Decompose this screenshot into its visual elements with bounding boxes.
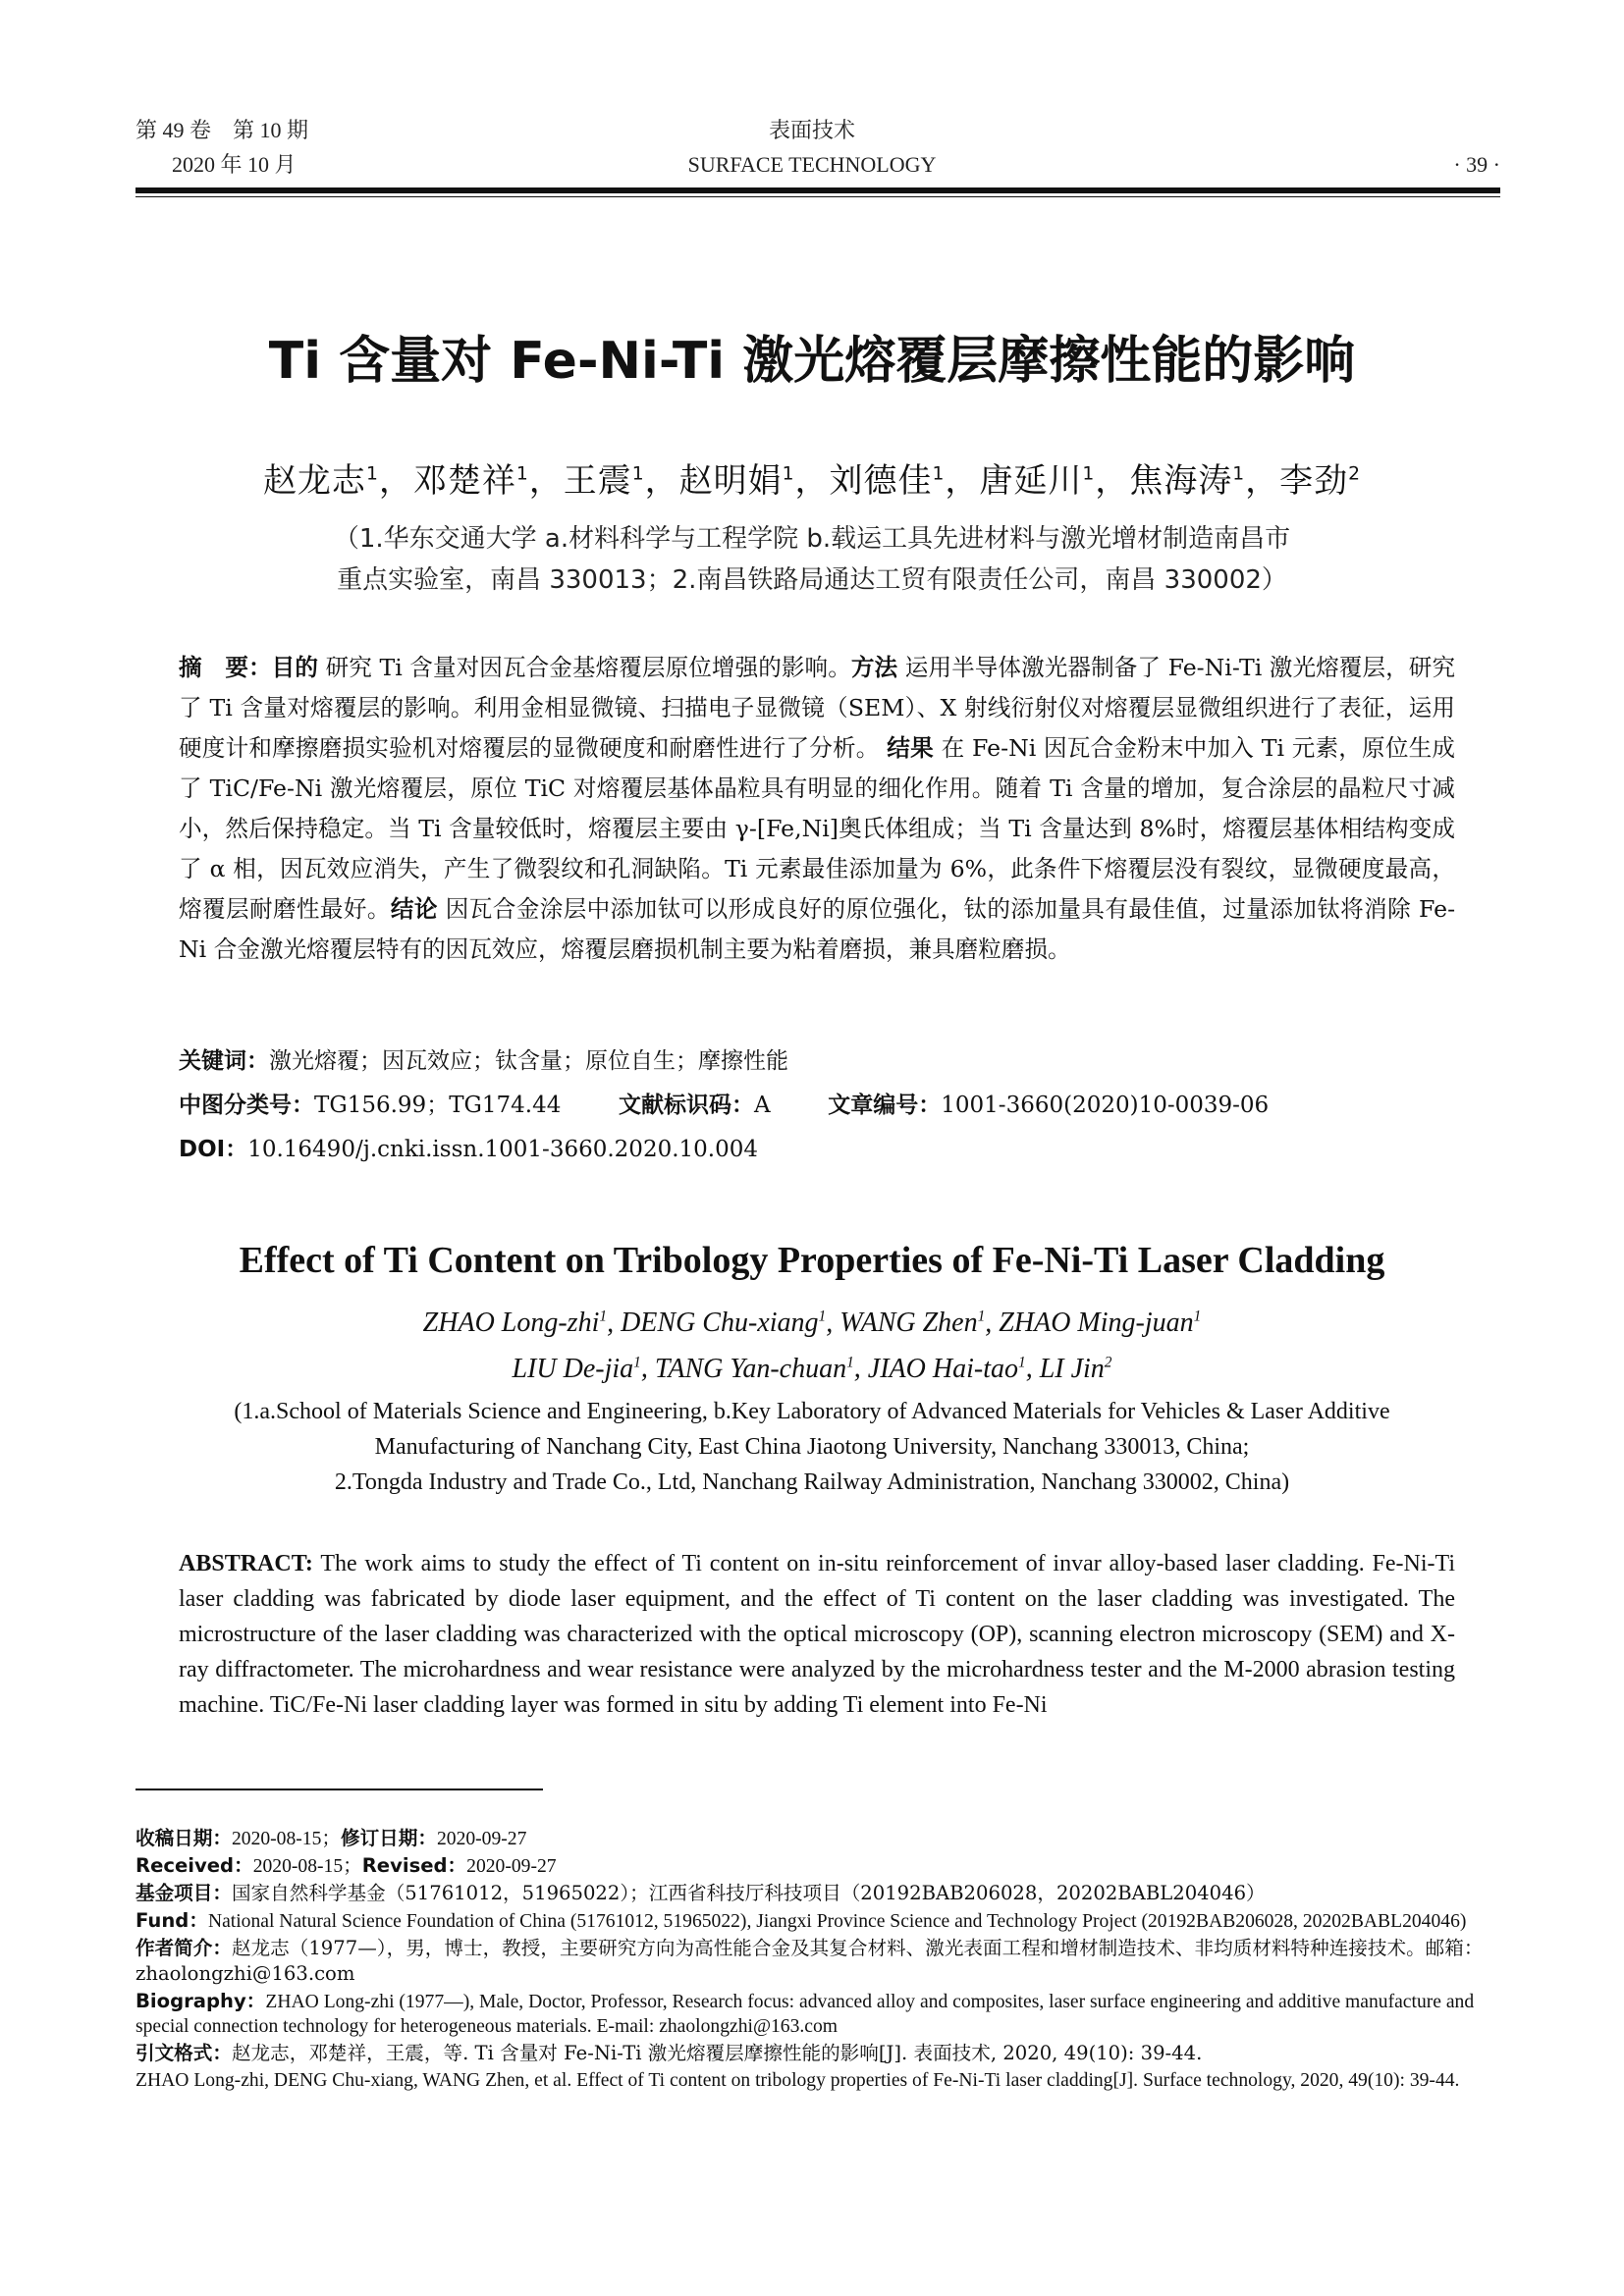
author-affiliation-mark: 1 bbox=[846, 1354, 854, 1371]
classification-line bbox=[179, 1091, 1455, 1120]
author bbox=[679, 461, 795, 501]
keywords-value: 激光熔覆；因瓦效应；钛含量；原位自生；摩擦性能 bbox=[269, 1048, 788, 1074]
author bbox=[830, 461, 946, 501]
affiliation-en-line2: Manufacturing of Nanchang City, East China Jiaotong University, Nanchang 330013, China; bbox=[374, 1434, 1250, 1460]
author bbox=[621, 1308, 826, 1338]
footnote-received-en bbox=[135, 1853, 1500, 1879]
author bbox=[1129, 461, 1245, 501]
abstract-purpose: 研究 Ti 含量对因瓦合金基熔覆层原位增强的影响。 bbox=[325, 654, 851, 681]
abstract-results: 在 Fe-Ni 因瓦合金粉末中加入 Ti 元素，原位生成了 TiC/Fe-Ni 激光熔覆层，原位 TiC 对熔覆层基体晶粒具有明显的细化作用。随着 Ti 含量的增加，复合涂层的晶粒尺寸减小，然后保持稳定。当 Ti 含量较低时，熔覆层主要由 γ-[Fe,Ni]奥氏体组成；当 Ti 含量达到 8%时，熔覆层基体相结构变成了 α 相，因瓦效应消失，产生了微裂纹和孔洞缺陷。Ti 元素最佳添加量为 6%，此条件下熔覆层没有裂纹，显微硬度最高，熔覆层耐磨性最好。 bbox=[179, 734, 1456, 923]
author-list-en-line1: ZHAO Long-zhi$^1$, DENG Chu-xiang$^1$, WANG Zhen$^1$, ZHAO Ming-juan$^1$ bbox=[422, 1308, 1202, 1339]
article-title-en: Effect of Ti Content on Tribology Properties of Fe-Ni-Ti Laser Cladding bbox=[239, 1240, 1385, 1281]
footnote-fund-cn bbox=[135, 1881, 1500, 1906]
doc-code-value: A bbox=[754, 1093, 771, 1118]
author-list-en bbox=[0, 1298, 1624, 1389]
keywords-cn bbox=[179, 1046, 1455, 1076]
received-cn: 2020-08-15； bbox=[231, 1829, 341, 1849]
author-affiliation-mark: 1 bbox=[818, 1308, 827, 1325]
revised-en-label: Revised： bbox=[361, 1854, 467, 1877]
revised-cn-label: 修订日期： bbox=[341, 1827, 437, 1849]
author bbox=[413, 461, 529, 501]
abstract-cn-label: 摘 要： bbox=[179, 654, 272, 681]
author-affiliation-mark: 2 bbox=[1104, 1354, 1112, 1371]
author-affiliation-mark: 1 bbox=[631, 463, 645, 485]
abstract-en-label: ABSTRACT: bbox=[179, 1551, 313, 1576]
page-number: · 39 · bbox=[1453, 152, 1500, 177]
revised-en: 2020-09-27 bbox=[466, 1856, 557, 1877]
author-name: 焦海涛 bbox=[1129, 461, 1233, 501]
author-name: WANG Zhen bbox=[839, 1308, 978, 1339]
author bbox=[512, 1354, 640, 1384]
abstract-conclusion-label: 结论 bbox=[390, 895, 438, 923]
author-name: LI Jin bbox=[1039, 1353, 1105, 1384]
author bbox=[979, 461, 1095, 501]
footnote-received-cn bbox=[135, 1826, 1500, 1851]
author bbox=[868, 1354, 1026, 1384]
author-name: 唐延川 bbox=[979, 461, 1083, 501]
author-name: 赵龙志 bbox=[262, 461, 366, 501]
author-name: 刘德佳 bbox=[829, 461, 933, 501]
author-name: 王震 bbox=[563, 461, 632, 501]
header-rule-thin bbox=[135, 196, 1500, 197]
author-name: ZHAO Ming-juan bbox=[999, 1308, 1194, 1339]
doi-label: DOI： bbox=[179, 1137, 248, 1162]
author-affiliation-mark: 1 bbox=[977, 1308, 986, 1325]
author-name: DENG Chu-xiang bbox=[621, 1308, 819, 1339]
author-name: LIU De-jia bbox=[512, 1353, 634, 1384]
footnote-cite-cn bbox=[135, 2041, 1500, 2066]
fund-en: National Natural Science Foundation of China (51761012, 51965022), Jiangxi Province Science and Technology Project (20192BAB206028, 20202BABL204046) bbox=[207, 1911, 1467, 1932]
abstract-results-label: 结果 bbox=[887, 734, 934, 762]
keywords-label: 关键词： bbox=[179, 1048, 269, 1074]
author-name: 赵明娟 bbox=[678, 461, 783, 501]
received-cn-label: 收稿日期： bbox=[135, 1827, 232, 1849]
footnote-bio-en bbox=[135, 1989, 1500, 2039]
bio-cn: 赵龙志（1977—），男，博士，教授，主要研究方向为高性能合金及其复合材料、激光表面工程和增材制造技术、非均质材料特种连接技术。邮箱：zhaolongzhi@163.com bbox=[135, 1937, 1484, 1985]
abstract-en-text: The work aims to study the effect of Ti content on in-situ reinforcement of invar alloy-based laser cladding. Fe-Ni-Ti laser cladding was fabricated by diode laser equipment, and the effect of Ti content on the laser cladding was investigated. The microstructure of the laser cladding was characterized with the optical microscopy (OP), scanning electron microscopy (SEM) and X-ray diffractometer. The microhardness and wear resistance were analyzed by the microhardness tester and the M-2000 abrasion testing machine. TiC/Fe-Ni laser cladding layer was formed in situ by adding Ti element into Fe-Ni bbox=[179, 1551, 1455, 1718]
volume-issue: 第 49 卷 第 10 期 bbox=[135, 118, 309, 142]
issue-date: 2020 年 10 月 bbox=[172, 152, 297, 177]
fund-cn-label: 基金项目： bbox=[135, 1882, 232, 1904]
received-en-label: Received： bbox=[135, 1854, 253, 1877]
author bbox=[1040, 1354, 1112, 1384]
author-name: TANG Yan-chuan bbox=[654, 1353, 847, 1384]
author-affiliation-mark: 1 bbox=[1017, 1354, 1026, 1371]
abstract-conclusion: 因瓦合金涂层中添加钛可以形成良好的原位强化，钛的添加量具有最佳值，过量添加钛将消除 Fe-Ni 合金激光熔覆层特有的因瓦效应，熔覆层磨损机制主要为粘着磨损，兼具磨粒磨损。 bbox=[179, 895, 1456, 963]
bio-en: ZHAO Long-zhi (1977—), Male, Doctor, Professor, Research focus: advanced alloy and composites, laser surface engineering and additive manufacture and special connection technology for heterogeneous materials. E-mail: zhaolongzhi@163.com bbox=[135, 1992, 1475, 2037]
author bbox=[655, 1354, 854, 1384]
author-affiliation-mark: 2 bbox=[1348, 463, 1362, 485]
fund-cn: 国家自然科学基金（51761012，51965022）；江西省科技厅科技项目（20192BAB206028，20202BABL204046） bbox=[231, 1882, 1266, 1904]
revised-cn: 2020-09-27 bbox=[436, 1829, 527, 1849]
affiliation-en-line1: (1.a.School of Materials Science and Engineering, b.Key Laboratory of Advanced Materials for Vehicles & Laser Additive bbox=[234, 1399, 1390, 1424]
affiliation-cn bbox=[177, 518, 1447, 601]
cite-cn: 赵龙志，邓楚祥，王震，等. Ti 含量对 Fe-Ni-Ti 激光熔覆层摩擦性能的影响[J]. 表面技术, 2020, 49(10): 39-44. bbox=[231, 2042, 1203, 2064]
author-name: 邓楚祥 bbox=[412, 461, 516, 501]
article-no-label: 文章编号： bbox=[828, 1093, 942, 1118]
abstract-method-label: 方法 bbox=[850, 654, 898, 681]
author bbox=[423, 1308, 607, 1338]
author-list-cn: 赵龙志$^1$，邓楚祥$^1$，王震$^1$，赵明娟$^1$，刘德佳$^1$，唐延川$^1$，焦海涛$^1$，李劲$^2$ bbox=[262, 461, 1362, 501]
cite-en: ZHAO Long-zhi, DENG Chu-xiang, WANG Zhen, et al. Effect of Ti content on tribology properties of Fe-Ni-Ti laser cladding[J]. Surface technology, 2020, 49(10): 39-44. bbox=[135, 2070, 1460, 2091]
footnotes bbox=[135, 1826, 1500, 2095]
author-name: JIAO Hai-tao bbox=[867, 1353, 1018, 1384]
cite-cn-label: 引文格式： bbox=[135, 2042, 232, 2064]
affiliation-en-line3: 2.Tongda Industry and Trade Co., Ltd, Nanchang Railway Administration, Nanchang 330002, China) bbox=[334, 1469, 1290, 1495]
author-name: 李劲 bbox=[1279, 461, 1349, 501]
author-affiliation-mark: 1 bbox=[932, 463, 946, 485]
fund-en-label: Fund： bbox=[135, 1909, 208, 1932]
affiliation-en bbox=[177, 1394, 1447, 1500]
author-affiliation-mark: 1 bbox=[599, 1308, 608, 1325]
author bbox=[1279, 461, 1361, 501]
author-affiliation-mark: 1 bbox=[782, 463, 795, 485]
author bbox=[263, 461, 379, 501]
doi-line bbox=[179, 1135, 1455, 1164]
footnote-cite-en bbox=[135, 2068, 1500, 2093]
author bbox=[564, 461, 645, 501]
author-list-en-line2: LIU De-jia$^1$, TANG Yan-chuan$^1$, JIAO Hai-tao$^1$, LI Jin$^2$ bbox=[512, 1353, 1112, 1384]
author-affiliation-mark: 1 bbox=[1193, 1308, 1202, 1325]
journal-name-en: SURFACE TECHNOLOGY bbox=[687, 152, 937, 177]
author-affiliation-mark: 1 bbox=[633, 1354, 641, 1371]
abstract-en bbox=[179, 1546, 1455, 1723]
received-en: 2020-08-15； bbox=[252, 1856, 362, 1877]
article-title-cn: Ti 含量对 Fe-Ni-Ti 激光熔覆层摩擦性能的影响 bbox=[268, 332, 1356, 391]
footnote-rule bbox=[135, 1789, 543, 1790]
abstract-method: 运用半导体激光器制备了 Fe-Ni-Ti 激光熔覆层，研究了 Ti 含量对熔覆层的影响。利用金相显微镜、扫描电子显微镜（SEM）、X 射线衍射仪对熔覆层显微组织进行了表征，运用硬度计和摩擦磨损实验机对熔覆层的显微硬度和耐磨性进行了分析。 bbox=[179, 654, 1456, 762]
author bbox=[839, 1308, 985, 1338]
author-affiliation-mark: 1 bbox=[365, 463, 379, 485]
author-name: ZHAO Long-zhi bbox=[422, 1308, 600, 1339]
author-affiliation-mark: 1 bbox=[1082, 463, 1096, 485]
header-rule-thick bbox=[135, 187, 1500, 193]
affiliation-cn-line1: （1.华东交通大学 a.材料科学与工程学院 b.载运工具先进材料与激光增材制造南昌市 bbox=[333, 524, 1291, 554]
article-no-value: 1001-3660(2020)10-0039-06 bbox=[941, 1093, 1270, 1118]
footnote-bio-cn bbox=[135, 1936, 1500, 1987]
journal-name-cn: 表面技术 bbox=[768, 118, 855, 142]
clc-label: 中图分类号： bbox=[179, 1093, 314, 1118]
author-affiliation-mark: 1 bbox=[515, 463, 529, 485]
bio-en-label: Biography： bbox=[135, 1990, 266, 2012]
abstract-purpose-label: 目的 bbox=[271, 654, 318, 681]
author-affiliation-mark: 1 bbox=[1232, 463, 1246, 485]
author bbox=[999, 1308, 1201, 1338]
doc-code-label: 文献标识码： bbox=[619, 1093, 755, 1118]
clc-value: TG156.99；TG174.44 bbox=[314, 1093, 562, 1118]
doi-value[interactable]: 10.16490/j.cnki.issn.1001-3660.2020.10.004 bbox=[247, 1137, 758, 1162]
footnote-fund-en bbox=[135, 1908, 1500, 1934]
abstract-cn bbox=[179, 648, 1455, 970]
affiliation-cn-line2: 重点实验室，南昌 330013；2.南昌铁路局通达工贸有限责任公司，南昌 330002） bbox=[337, 565, 1287, 595]
bio-cn-label: 作者简介： bbox=[135, 1937, 232, 1959]
